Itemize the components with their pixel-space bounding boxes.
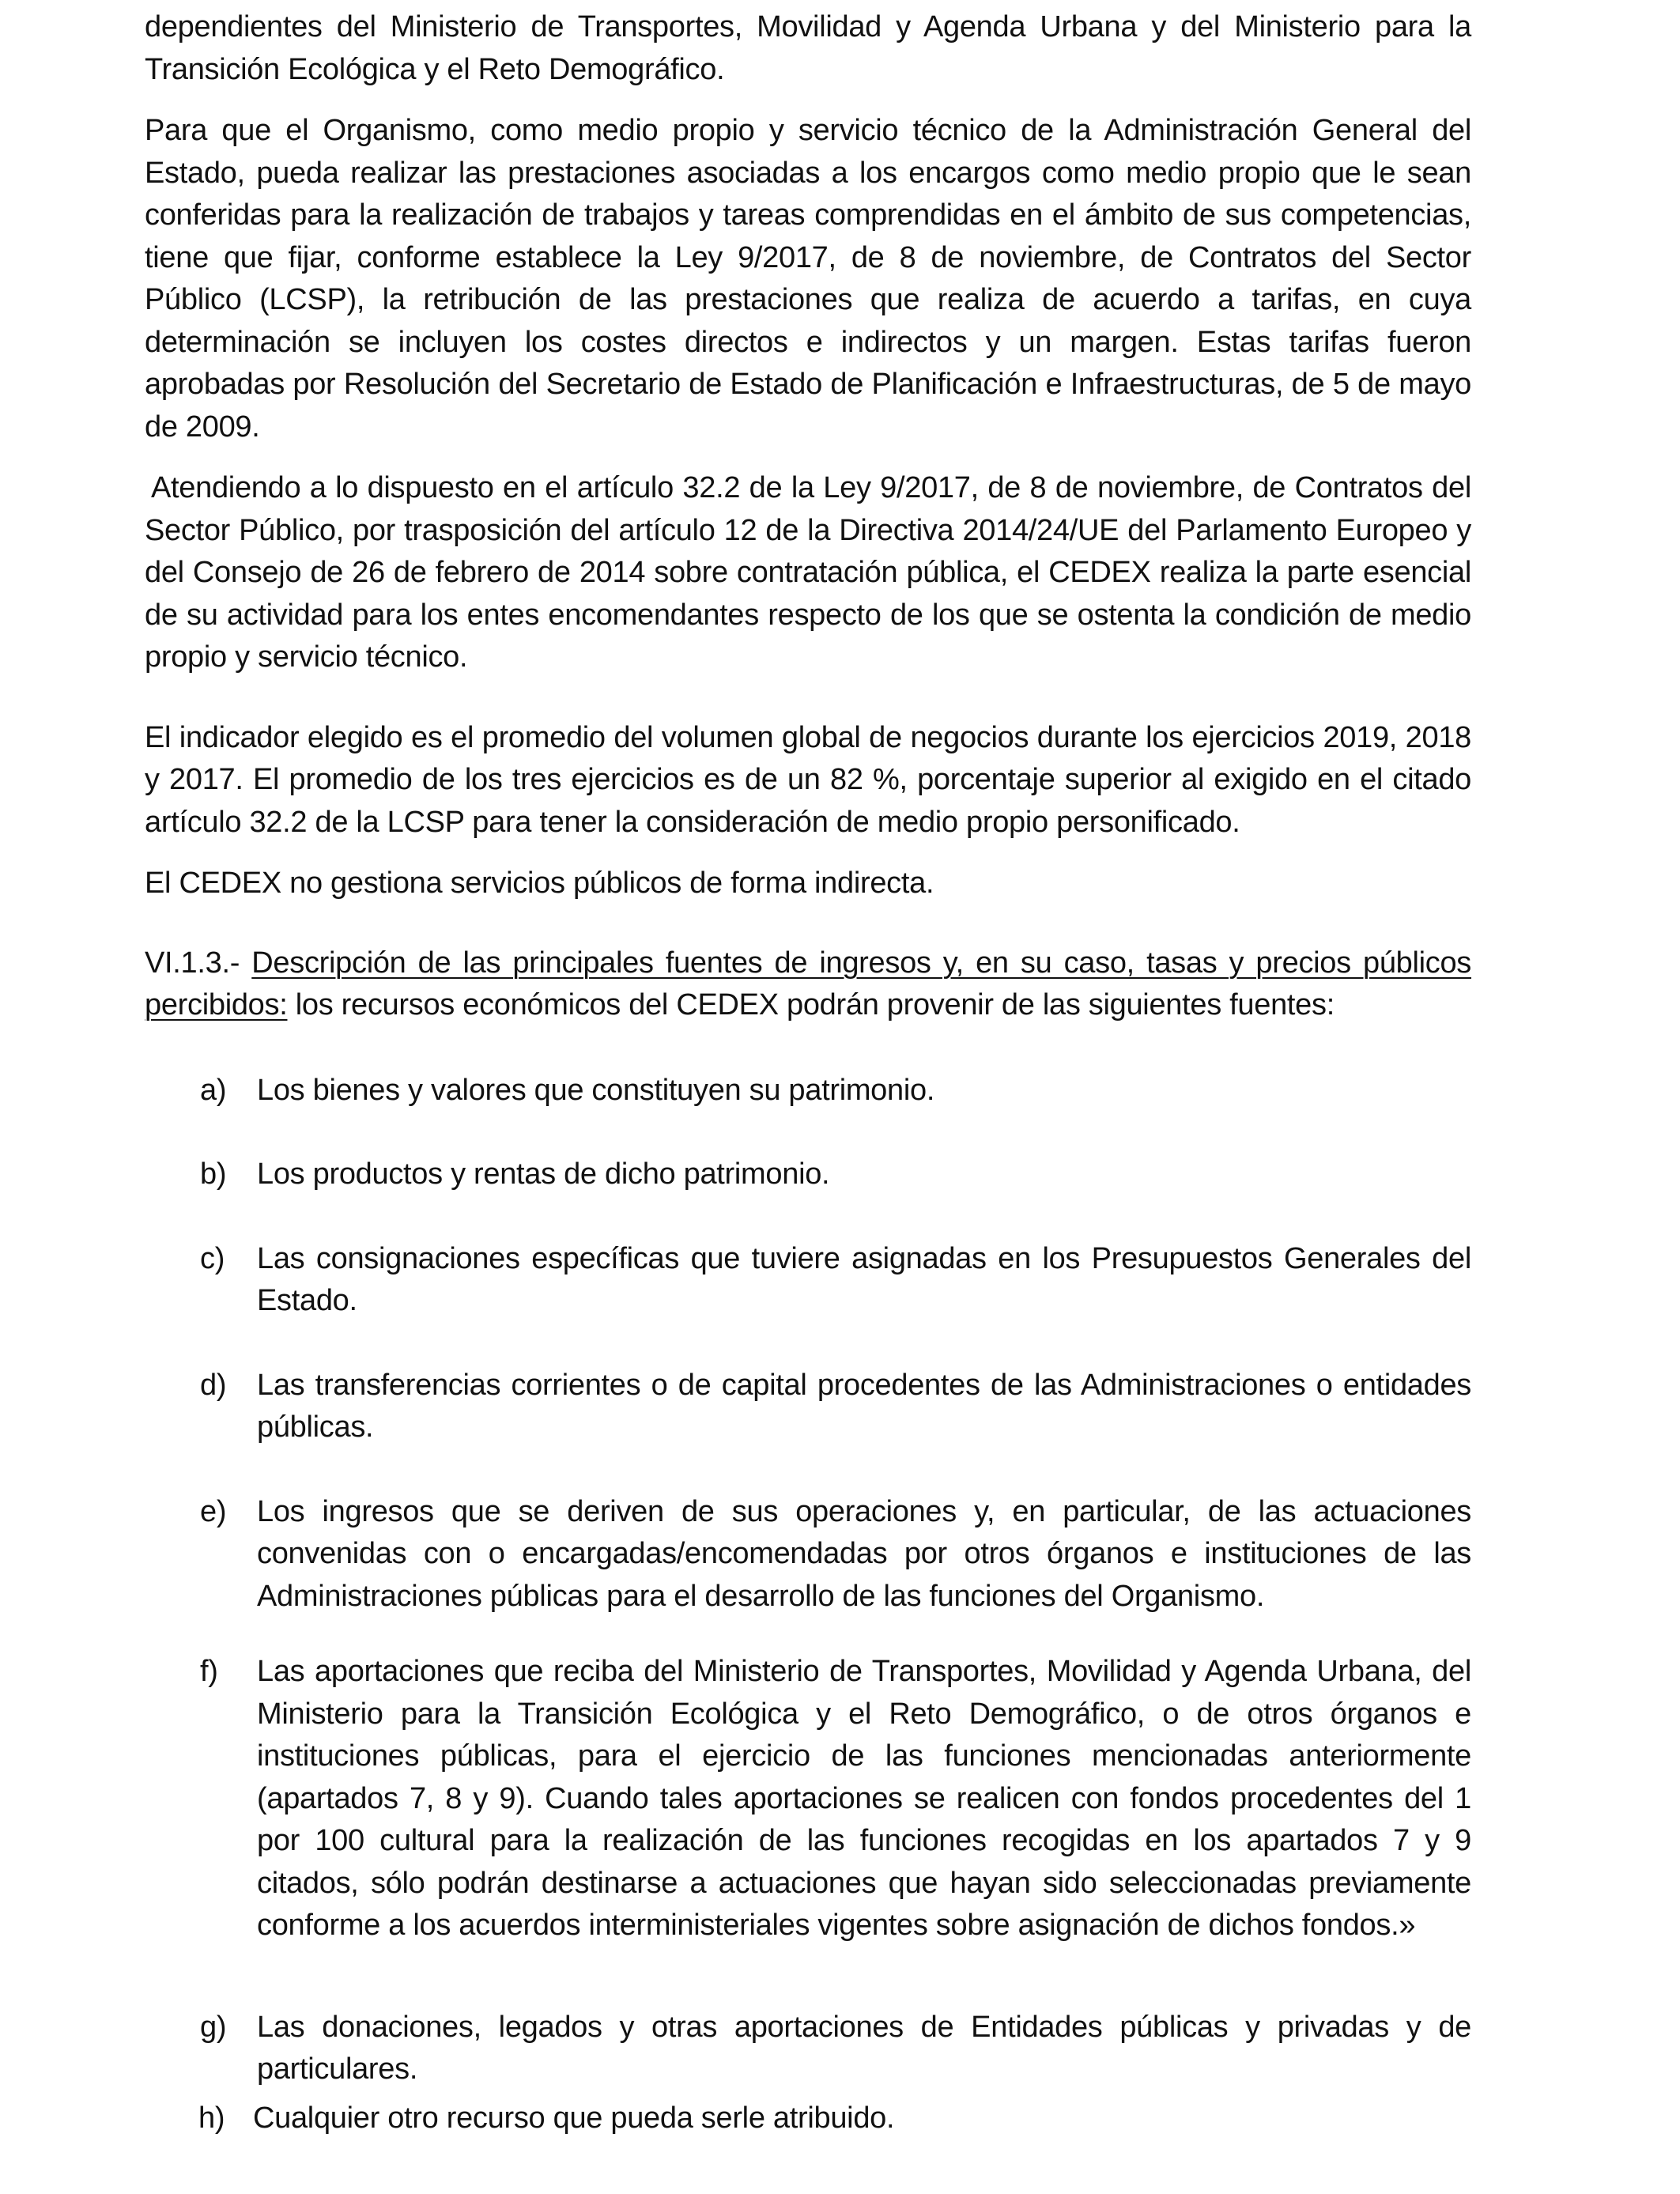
list-letter: g) (200, 2010, 227, 2044)
section-title: Descripción de las principales fuentes de ingresos y, en su caso, tasas y precios públicos percibidos: (145, 946, 1472, 1021)
list-item-text: Las consignaciones específicas que tuviere asignadas en los Presupuestos Generales del Estado. (257, 1241, 1471, 1317)
list-letter: e) (200, 1494, 227, 1528)
paragraph-tarifas: Para que el Organismo, como medio propio y servicio técnico de la Administración General del Estado, pueda realizar las prestaciones asociadas a los encargos como medio propio que le sean conferidas para la realización de trabajos y tareas comprendidas en el ámbito de sus competencias, tiene que fijar, conforme establece la Ley 9/2017, de 8 de noviembre, de Contratos del Sector Público (LCSP), la retribución de las prestaciones que realiza de acuerdo a tarifas, en cuya determinación se incluyen los costes directos e indirectos y un margen. Estas tarifas fueron aprobadas por Resolución del Secretario de Estado de Planificación e Infraestructuras, de 5 de mayo de 2009. (145, 114, 1471, 444)
section-number: VI.1.3.- (145, 946, 240, 980)
document-page (145, 6, 1471, 2139)
list-item-text: Las donaciones, legados y otras aportaciones de Entidades públicas y privadas y de particulares. (257, 2010, 1471, 2086)
list-item-text: Los productos y rentas de dicho patrimonio. (257, 1157, 830, 1191)
paragraph-ministries-continuation: dependientes del Ministerio de Transportes, Movilidad y Agenda Urbana y del Ministerio para la Transición Ecológica y el Reto Demográfico. (145, 10, 1471, 86)
list-item-text: Las aportaciones que reciba del Ministerio de Transportes, Movilidad y Agenda Urbana, del Ministerio para la Transición Ecológica y el Reto Demográfico, o de otros órganos e instituciones públicas, para el ejercicio de las funciones mencionadas anteriormente (apartados 7, 8 y 9). Cuando tales aportaciones se realicen con fondos procedentes del 1 por 100 cultural para la realización de las funciones recogidas en los apartados 7 y 9 citados, sólo podrán destinarse a actuaciones que hayan sido seleccionadas previamente conforme a los acuerdos interministeriales vigentes sobre asignación de dichos fondos.» (257, 1655, 1471, 1942)
paragraph-articulo-32: Atendiendo a lo dispuesto en el artículo 32.2 de la Ley 9/2017, de 8 de noviembre, de Contratos del Sector Público, por trasposición del artículo 12 de la Directiva 2014/24/UE del Parlamento Europeo y del Consejo de 26 de febrero de 2014 sobre contratación pública, el CEDEX realiza la parte esencial de su actividad para los entes encomendantes respecto de los que se ostenta la condición de medio propio y servicio técnico. (145, 471, 1471, 674)
list-item-text: Los ingresos que se deriven de sus operaciones y, en particular, de las actuaciones convenidas con o encargadas/encomendadas por otros órganos e instituciones de las Administraciones públicas para el desarrollo de las funciones del Organismo. (257, 1494, 1471, 1613)
paragraph-servicios-publicos: El CEDEX no gestiona servicios públicos de forma indirecta. (145, 867, 934, 900)
list-item-d (145, 1365, 1471, 1449)
section-intro: los recursos económicos del CEDEX podrán provenir de las siguientes fuentes: (295, 988, 1335, 1021)
list-letter: a) (200, 1073, 227, 1107)
income-sources-list (145, 1070, 1471, 2140)
paragraph-indicador: El indicador elegido es el promedio del volumen global de negocios durante los ejercicios 2019, 2018 y 2017. El promedio de los tres ejercicios es de un 82 %, porcentaje superior al exigido en el citado artículo 32.2 de la LCSP para tener la consideración de medio propio personificado. (145, 720, 1471, 839)
list-item-a (145, 1070, 1471, 1112)
list-letter: h) (198, 2101, 225, 2135)
list-item-h (145, 2098, 1471, 2140)
list-item-c (145, 1238, 1471, 1323)
list-letter: f) (200, 1655, 218, 1688)
list-item-text: Cualquier otro recurso que pueda serle atribuido. (253, 2101, 895, 2135)
list-item-b (145, 1154, 1471, 1196)
list-item-f (145, 1651, 1471, 1947)
list-item-text: Las transferencias corrientes o de capital procedentes de las Administraciones o entidades públicas. (257, 1368, 1471, 1444)
section-heading-vi-1-3 (145, 942, 1471, 1027)
list-item-e (145, 1491, 1471, 1618)
list-item-text: Los bienes y valores que constituyen su patrimonio. (257, 1073, 935, 1107)
list-letter: b) (200, 1157, 227, 1191)
list-letter: d) (200, 1368, 227, 1402)
list-item-g (145, 2007, 1471, 2091)
list-letter: c) (200, 1241, 225, 1275)
